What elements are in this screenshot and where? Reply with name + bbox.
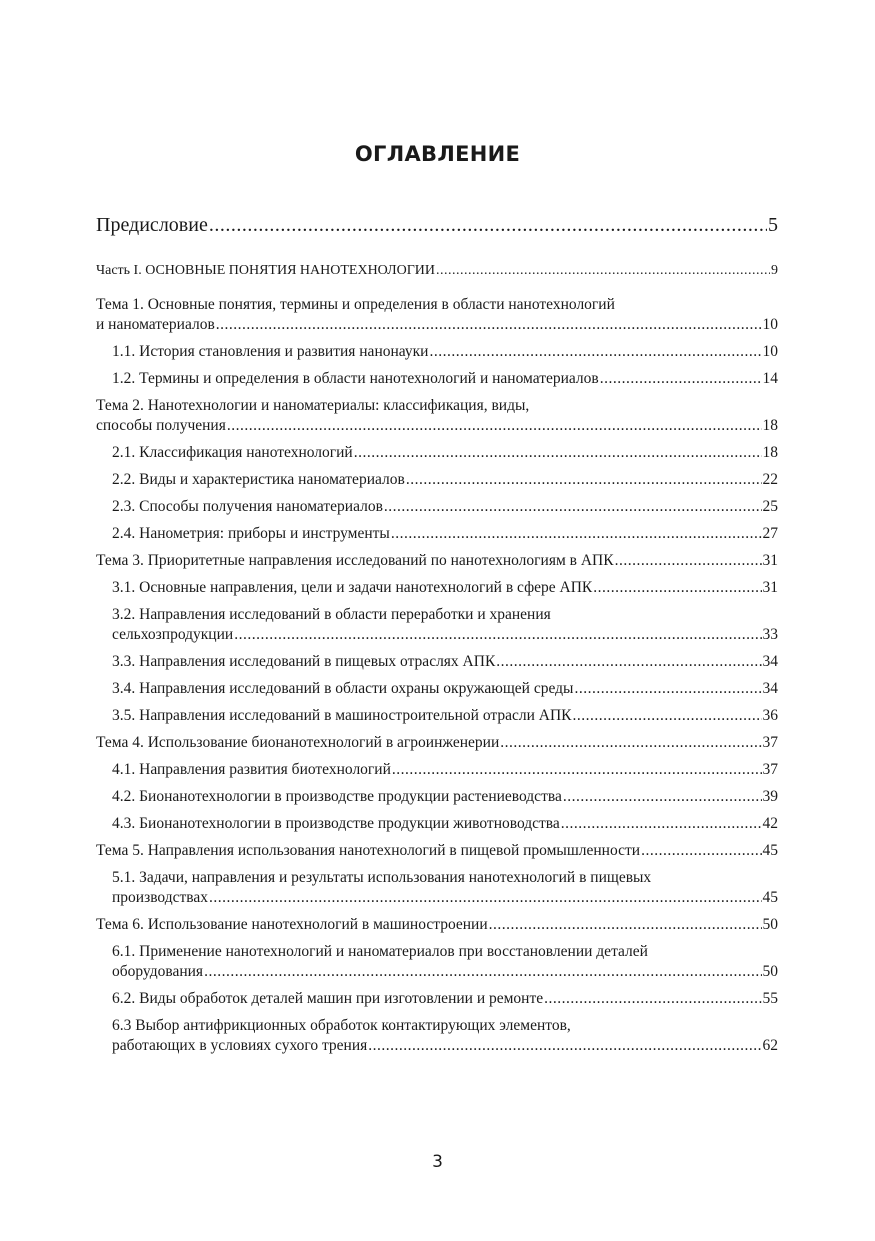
toc-entry-title: Тема 3. Приоритетные направления исследований по нанотехнологиям в АПК: [96, 552, 614, 569]
dot-leader: [204, 962, 761, 982]
toc-entry-page: 45: [762, 889, 778, 906]
toc-entry[interactable]: [96, 443, 778, 463]
toc-entry-title: сельхозпродукции: [112, 626, 234, 643]
toc-entry-title: Тема 4. Использование бионанотехнологий в агроинженерии: [96, 734, 500, 751]
toc-entry-page: 22: [762, 471, 778, 488]
toc-entry-page: 45: [762, 842, 778, 859]
toc-entry-page: 37: [762, 734, 778, 751]
toc-entry-title: способы получения: [96, 417, 226, 434]
toc-entry[interactable]: [96, 733, 778, 753]
toc-entry[interactable]: [96, 679, 778, 699]
toc-entry[interactable]: [96, 868, 778, 908]
toc-entry-page: 14: [762, 370, 778, 387]
toc-entry[interactable]: [96, 841, 778, 861]
toc-entry[interactable]: [96, 396, 778, 436]
toc-entry[interactable]: [96, 470, 778, 490]
toc-entry-title: 2.3. Способы получения наноматериалов: [112, 498, 383, 515]
toc-entry-page: 25: [762, 498, 778, 515]
dot-leader: [209, 888, 761, 908]
toc-entry[interactable]: [96, 652, 778, 672]
dot-leader: [573, 706, 762, 726]
dot-leader: [392, 760, 762, 780]
toc-entry-page: 18: [762, 417, 778, 434]
toc-entry[interactable]: [96, 760, 778, 780]
toc-entry-title: 2.4. Нанометрия: приборы и инструменты: [112, 525, 390, 542]
dot-leader: [593, 578, 761, 598]
toc-entry-page: 50: [762, 916, 778, 933]
toc-entry-title: оборудования: [112, 963, 204, 980]
dot-leader: [641, 841, 761, 861]
dot-leader: [500, 733, 761, 753]
toc-entry-page: 27: [762, 525, 778, 542]
dot-leader: [615, 551, 762, 571]
toc-entry-title: и наноматериалов: [96, 316, 215, 333]
dot-leader: [563, 787, 762, 807]
toc-entry-title: 2.2. Виды и характеристика наноматериалов: [112, 471, 405, 488]
toc-entry[interactable]: [96, 342, 778, 362]
dot-leader: [216, 315, 762, 335]
toc-entry-title: 3.4. Направления исследований в области охраны окружающей среды: [112, 680, 574, 697]
toc-entry[interactable]: [96, 369, 778, 389]
toc-entry-page: 34: [762, 680, 778, 697]
toc-entry[interactable]: [96, 578, 778, 598]
toc-entry-title-line1: 6.3 Выбор антифрикционных обработок контактирующих элементов,: [112, 1017, 571, 1034]
toc-entry-page: 50: [762, 963, 778, 980]
dot-leader: [209, 211, 767, 239]
dot-leader: [429, 342, 761, 362]
toc-entry-title: Часть I. ОСНОВНЫЕ ПОНЯТИЯ НАНОТЕХНОЛОГИИ: [96, 263, 436, 278]
page-number: 3: [432, 1152, 443, 1172]
toc-entry-title-line1: Тема 1. Основные понятия, термины и определения в области нанотехнологий: [96, 296, 615, 313]
toc-entry-title: 1.2. Термины и определения в области нанотехнологий и наноматериалов: [112, 370, 599, 387]
dot-leader: [574, 679, 761, 699]
table-of-contents: [96, 204, 778, 1056]
toc-entry-page: 42: [762, 815, 778, 832]
toc-entry-title: Тема 5. Направления использования нанотехнологий в пищевой промышленности: [96, 842, 641, 859]
toc-entry-page: 55: [762, 990, 778, 1007]
toc-entry-title: 4.3. Бионанотехнологии в производстве продукции животноводства: [112, 815, 560, 832]
toc-entry[interactable]: [96, 915, 778, 935]
toc-entry-title-line1: 5.1. Задачи, направления и результаты использования нанотехнологий в пищевых: [112, 869, 652, 886]
dot-leader: [384, 497, 762, 517]
toc-entry-page: 33: [762, 626, 778, 643]
toc-entry-title: 4.2. Бионанотехнологии в производстве продукции растениеводства: [112, 788, 562, 805]
page-title: ОГЛАВЛЕНИЕ: [354, 142, 521, 166]
dot-leader: [391, 524, 762, 544]
toc-entry[interactable]: [96, 787, 778, 807]
dot-leader: [544, 989, 761, 1009]
toc-entry-page: 10: [762, 316, 778, 333]
toc-entry-page: 5: [768, 214, 778, 236]
toc-entry-page: 18: [762, 444, 778, 461]
toc-entry-page: 62: [762, 1037, 778, 1054]
toc-entry-title: 3.1. Основные направления, цели и задачи нанотехнологий в сфере АПК: [112, 579, 593, 596]
toc-entry-page: 36: [762, 707, 778, 724]
toc-entry[interactable]: [96, 261, 778, 281]
toc-entry[interactable]: [96, 605, 778, 645]
dot-leader: [561, 814, 762, 834]
dot-leader: [354, 443, 762, 463]
toc-entry-page: 34: [762, 653, 778, 670]
toc-entry[interactable]: [96, 1016, 778, 1056]
dot-leader: [368, 1036, 761, 1056]
toc-entry[interactable]: [96, 295, 778, 335]
dot-leader: [489, 915, 762, 935]
toc-entry-page: 37: [762, 761, 778, 778]
toc-entry-page: 31: [762, 552, 778, 569]
toc-entry[interactable]: [96, 942, 778, 982]
toc-entry-title: 2.1. Классификация нанотехнологий: [112, 444, 353, 461]
dot-leader: [600, 369, 762, 389]
dot-leader: [496, 652, 761, 672]
toc-entry-title-line1: 3.2. Направления исследований в области переработки и хранения: [112, 606, 551, 623]
toc-entry-title: 4.1. Направления развития биотехнологий: [112, 761, 391, 778]
toc-entry-title: 1.1. История становления и развития нанонауки: [112, 343, 429, 360]
toc-entry-title: Предисловие: [96, 214, 208, 236]
toc-entry[interactable]: [96, 211, 778, 239]
toc-entry-title: 3.5. Направления исследований в машиностроительной отрасли АПК: [112, 707, 572, 724]
toc-entry-page: 39: [762, 788, 778, 805]
toc-entry-title: Тема 6. Использование нанотехнологий в машиностроении: [96, 916, 488, 933]
toc-entry[interactable]: [96, 524, 778, 544]
toc-entry-page: 31: [762, 579, 778, 596]
toc-entry-title: работающих в условиях сухого трения: [112, 1037, 368, 1054]
toc-entry[interactable]: [96, 551, 778, 571]
toc-entry-title: 3.3. Направления исследований в пищевых отраслях АПК: [112, 653, 496, 670]
toc-entry-page: 10: [762, 343, 778, 360]
dot-leader: [227, 416, 762, 436]
toc-entry-page: 9: [771, 263, 778, 278]
toc-entry[interactable]: [96, 989, 778, 1009]
toc-entry[interactable]: [96, 706, 778, 726]
dot-leader: [406, 470, 762, 490]
toc-entry-title: производствах: [112, 889, 209, 906]
dot-leader: [436, 261, 770, 281]
dot-leader: [234, 625, 761, 645]
toc-entry-title-line1: 6.1. Применение нанотехнологий и наноматериалов при восстановлении деталей: [112, 943, 648, 960]
toc-entry-title-line1: Тема 2. Нанотехнологии и наноматериалы: классификация, виды,: [96, 397, 530, 414]
toc-entry[interactable]: [96, 814, 778, 834]
toc-entry-title: 6.2. Виды обработок деталей машин при изготовлении и ремонте: [112, 990, 544, 1007]
toc-entry[interactable]: [96, 497, 778, 517]
